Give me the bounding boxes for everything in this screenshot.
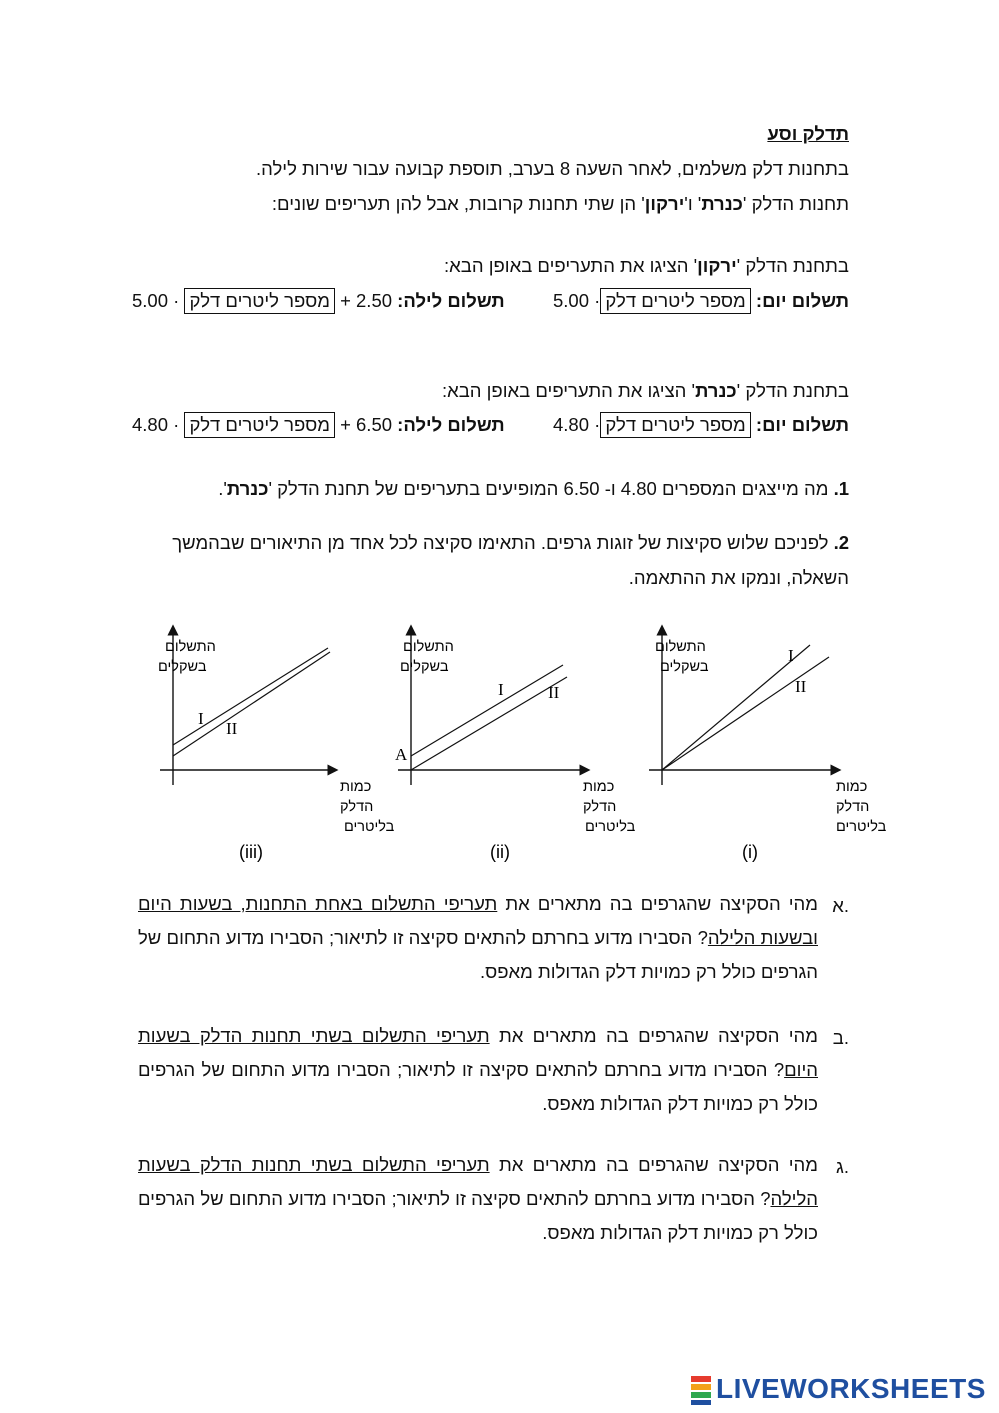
question-1: 1. מה מייצגים המספרים 4.80 ו- 6.50 המופיעים בתעריפים של תחנת הדלק 'כנרת'.: [218, 478, 849, 499]
subq-b-label: ב.: [832, 1027, 849, 1048]
kinneret-day-formula: תשלום יום: מספר ליטרים דלק· 4.80: [553, 412, 849, 438]
graph-ii-point-A: A: [395, 745, 408, 764]
yarkon-night-formula: תשלום לילה: 2.50 + מספר ליטרים דלק · 5.00: [132, 288, 505, 314]
graph-i-label-I: I: [788, 646, 794, 665]
graph-iii-caption: (iii): [239, 842, 263, 862]
graph-ii-ylabel-1: התשלום: [403, 639, 454, 655]
subq-b-text: מהי הסקיצה שהגרפים בה מתארים את תעריפי התשלום בשתי תחנות הדלק בשעות היום? הסבירו מדוע בחרתם להתאים סקיצה זו לתיאור; הסבירו מדוע התחום של הגרפים כולל רק כמויות דלק הגדולות מאפס.: [138, 1025, 818, 1114]
graph-ii-line-I: [411, 665, 563, 756]
graph-ii-label-II: II: [548, 683, 560, 702]
liters-box: מספר ליטרים דלק: [184, 288, 334, 314]
kinneret-night-formula: תשלום לילה: 6.50 + מספר ליטרים דלק · 4.80: [132, 412, 505, 438]
graph-ii-xlabel-3: בליטרים: [585, 819, 636, 835]
graph-iii: [158, 630, 395, 862]
graph-i-xlabel-1: כמות: [836, 779, 868, 795]
graph-iii-xlabel-1: כמות: [340, 779, 372, 795]
liters-box: מספר ליטרים דלק: [184, 412, 334, 438]
question-2-line-2: השאלה, ונמקו את ההתאמה.: [628, 567, 849, 588]
graph-i-caption: (i): [742, 842, 758, 862]
graph-iii-label-I: I: [198, 709, 204, 728]
liveworksheets-logo-icon: [690, 1375, 712, 1405]
liters-box: מספר ליטרים דלק: [600, 412, 750, 438]
graph-iii-xlabel-3: בליטרים: [344, 819, 395, 835]
graph-ii-xlabel-1: כמות: [583, 779, 615, 795]
subq-c-label: ג.: [836, 1156, 849, 1177]
graph-ii-label-I: I: [498, 680, 504, 699]
graph-i-xlabel-2: הדלק: [836, 799, 870, 815]
graph-ii-caption: (ii): [490, 842, 510, 862]
graph-ii-line-II: [411, 677, 567, 770]
subq-a-text: מהי הסקיצה שהגרפים בה מתארים את תעריפי התשלום באחת התחנות, בשעות היום ובשעות הלילה? הסבירו מדוע בחרתם להתאים סקיצה זו לתיאור; הסבירו מדוע התחום של הגרפים כולל רק כמויות דלק הגדולות מאפס.: [138, 893, 818, 982]
liters-box: מספר ליטרים דלק: [600, 288, 750, 314]
graph-i-xlabel-3: בליטרים: [836, 819, 887, 835]
graph-iii-ylabel-2: בשקלים: [158, 659, 207, 675]
liveworksheets-logo: [690, 1373, 990, 1405]
graph-iii-xlabel-2: הדלק: [340, 799, 374, 815]
intro-line-2: תחנות הדלק 'כנרת' ו'ירקון' הן שתי תחנות קרובות, אבל להן תעריפים שונים:: [271, 193, 849, 214]
graph-ii-xlabel-2: הדלק: [583, 799, 617, 815]
intro-line-1: בתחנות דלק משלמים, לאחר השעה 8 בערב, תוספת קבועה עבור שירות לילה.: [255, 158, 849, 179]
graph-iii-ylabel-1: התשלום: [165, 639, 216, 655]
station-yarkon-intro: בתחנת הדלק 'ירקון' הציגו את התעריפים באופן הבא:: [444, 255, 849, 276]
graph-i-ylabel-1: התשלום: [655, 639, 706, 655]
graph-sketches: [0, 615, 999, 870]
liveworksheets-brand: LIVEWORKSHEETS: [716, 1373, 986, 1404]
graph-ii: [395, 630, 636, 862]
subq-c-text: מהי הסקיצה שהגרפים בה מתארים את תעריפי התשלום בשתי תחנות הדלק בשעות הלילה? הסבירו מדוע בחרתם להתאים סקיצה זו לתיאור; הסבירו מדוע התחום של הגרפים כולל רק כמויות דלק הגדולות מאפס.: [138, 1154, 818, 1243]
question-2-line-1: 2. לפניכם שלוש סקיצות של זוגות גרפים. התאימו סקיצה לכל אחד מן התיאורים שבהמשך: [172, 532, 849, 553]
yarkon-day-formula: תשלום יום: מספר ליטרים דלק· 5.00: [553, 288, 849, 314]
station-kinneret-intro: בתחנת הדלק 'כנרת' הציגו את התעריפים באופן הבא:: [441, 380, 849, 401]
subq-a-label: א.: [832, 895, 849, 916]
page-title: תדלק וסע: [767, 123, 849, 144]
graph-ii-ylabel-2: בשקלים: [400, 659, 449, 675]
graph-i-ylabel-2: בשקלים: [660, 659, 709, 675]
graph-i-label-II: II: [795, 677, 807, 696]
graph-i: [649, 630, 887, 862]
graph-iii-label-II: II: [226, 719, 238, 738]
